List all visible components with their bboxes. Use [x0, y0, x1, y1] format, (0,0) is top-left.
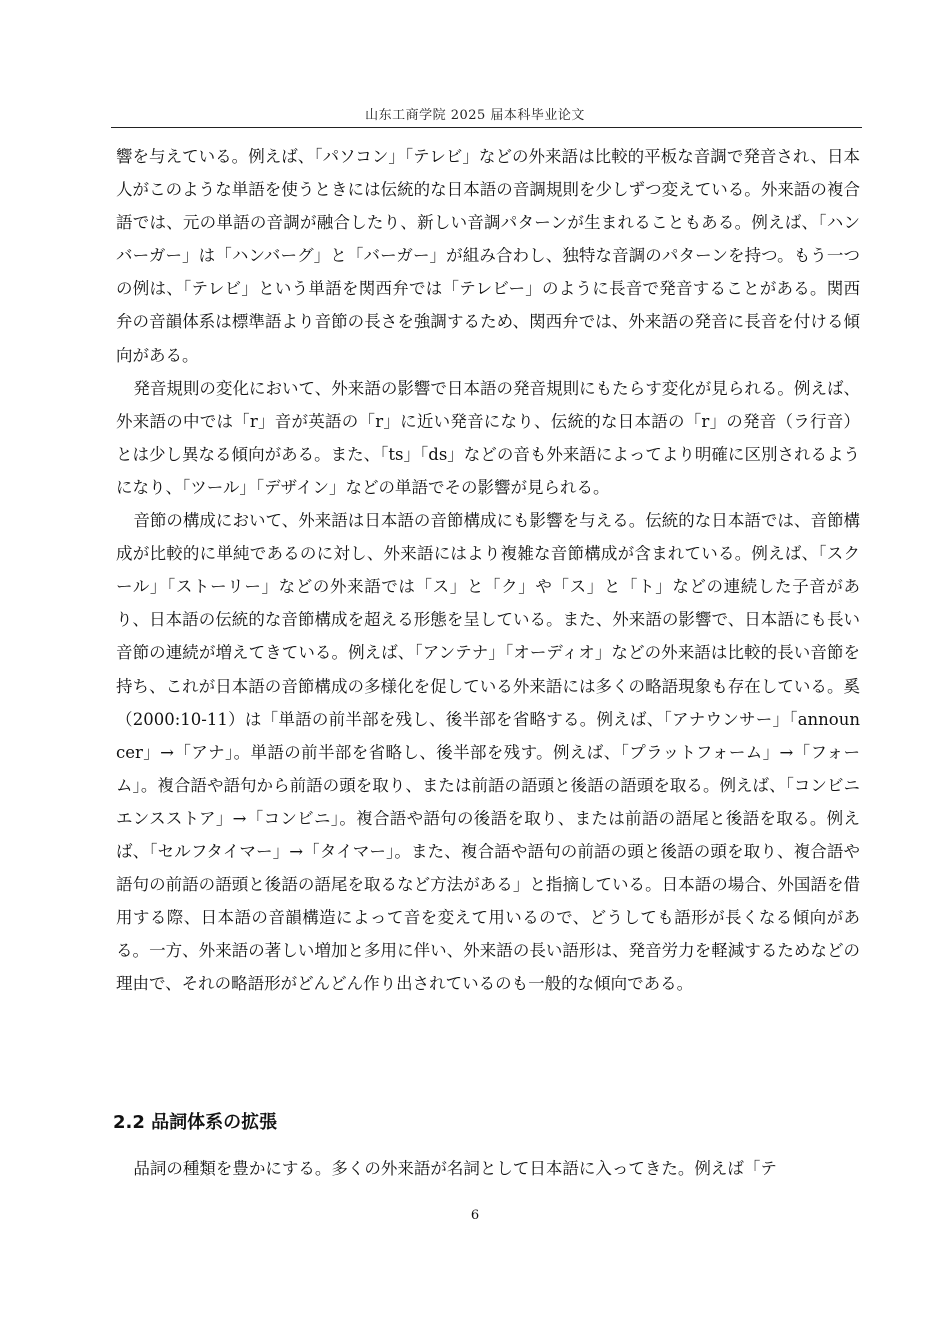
- paragraph-continued: 響を与えている。例えば、「パソコン」「テレビ」などの外来語は比較的平板な音調で発音され、日本人がこのような単語を使うときには伝統的な日本語の音調規則を少しずつ変えている。外来語の複合語では、元の単語の音調が融合したり、新しい音調パターンが生まれることもある。例えば、「ハンバーガー」は「ハンバーグ」と「バーガー」が組み合わし、独特な音調のパターンを持つ。もう一つの例は、「テレビ」という単語を関西弁では「テレビー」のように長音で発音することがある。関西弁の音韻体系は標準語より音節の長さを強調するため、関西弁では、外来語の発音に長音を付ける傾向がある。: [116, 147, 860, 365]
- page-number: 6: [470, 1208, 480, 1223]
- main-body: [116, 140, 860, 1000]
- paragraph-pronunciation-rules: 発音規則の変化において、外来語の影響で日本語の発音規則にもたらす変化が見られる。例えば、外来語の中では「r」音が英語の「r」に近い発音になり、伝統的な日本語の「r」の発音（ラ行音）とは少し異なる傾向がある。また、「ts」「ds」などの音も外来語によってより明確に区別されるようになり、「ツール」「デザイン」などの単語でその影響が見られる。: [116, 378, 860, 497]
- running-header: 山东工商学院 2025 届本科毕业论文: [365, 108, 585, 123]
- paragraph-syllable-structure: 音節の構成において、外来語は日本語の音節構成にも影響を与える。伝統的な日本語では、音節構成が比較的に単純であるのに対し、外来語にはより複雑な音節構成が含まれている。例えば、「スクール」「ストーリー」などの外来語では「ス」と「ク」や「ス」と「ト」などの連続した子音があり、日本語の伝統的な音節構成を超える形態を呈している。また、外来語の影響で、日本語にも長い音節の連続が増えてきている。例えば、「アンテナ」「オーディオ」などの外来語は比較的長い音節を持ち、これが日本語の音節構成の多様化を促している外来語には多くの略語現象も存在している。奚（2000:10-11）は「単語の前半部を残し、後半部を省略する。例えば、「アナウンサー」「announcer」→「アナ」。単語の前半部を省略し、後半部を残す。例えば、「プラットフォーム」→「フォーム」。複合語や語句から前語の頭を取り、または前語の語頭と後語の語頭を取る。例えば、「コンビニエンスストア」→「コンビニ」。複合語や語句の後語を取り、または前語の語尾と後語を取る。例えば、「セルフタイマー」→「タイマー」。また、複合語や語句の前語の頭と後語の頭を取り、複合語や語句の前語の語頭と後語の語尾を取るなど方法がある」と指摘している。日本語の場合、外国語を借用する際、日本語の音韻構造によって音を変えて用いるので、どうしても語形が長くなる傾向がある。一方、外来語の著しい増加と多用に伴い、外来語の長い語形は、発音労力を軽減するためなどの理由で、それの略語形がどんどん作り出されているのも一般的な傾向である。: [116, 511, 860, 994]
- paragraph-part-of-speech: 品詞の種類を豊かにする。多くの外来語が名詞として日本語に入ってきた。例えば「テ: [133, 1159, 777, 1178]
- header-rule: [111, 127, 862, 128]
- section-body: [116, 1152, 860, 1185]
- section-heading: 2.2 品詞体系の拡張: [113, 1112, 278, 1133]
